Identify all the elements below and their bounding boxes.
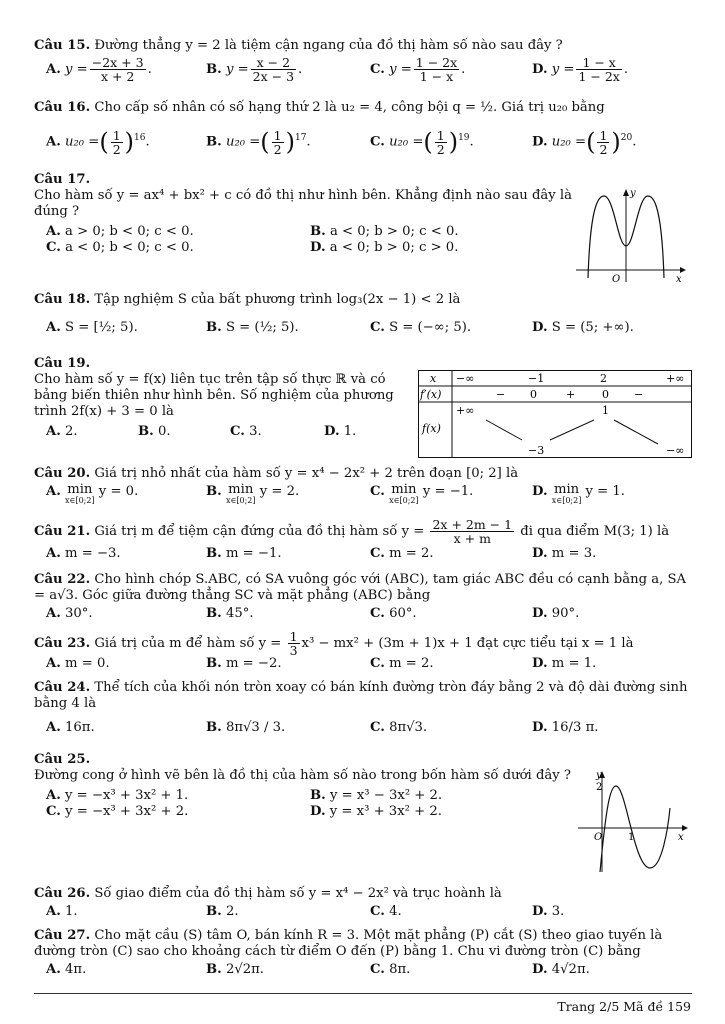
svg-text:f′(x): f′(x) [420, 388, 442, 401]
question-15 [34, 38, 692, 54]
q24-option-d[interactable]: D. 16/3 π. [532, 720, 599, 735]
question-text: Đường thẳng y = 2 là tiệm cận ngang của đồ thị hàm số nào sau đây ? [94, 38, 563, 53]
q16-option-c[interactable]: C. u₂₀ =( $\frac{1}{2}$ )$^{19}$. [370, 127, 474, 157]
q27-option-c[interactable]: C. 8π. [370, 962, 411, 977]
q22-option-a[interactable]: A. 30°. [46, 606, 93, 621]
question-23: Câu 23. Giá trị của m để hàm số y = $\frac{1}{3}$ x³ − mx² + (3m + 1)x + 1 đạt cực tiểu tại x = 1 là [34, 629, 634, 658]
q21-option-a[interactable]: A. m = −3. [46, 546, 121, 561]
question-17: Câu 17. Cho hàm số y = ax⁴ + bx² + c có đồ thị như hình bên. Khẳng định nào sau đây là đúng ? [34, 172, 572, 219]
q18-option-d[interactable]: D. S = (5; +∞). [532, 320, 634, 335]
q19-option-d[interactable]: D. 1. [324, 424, 357, 439]
q27-option-d[interactable]: D. 4√2π. [532, 962, 590, 977]
question-18: Câu 18. Tập nghiệm S của bất phương trình log₃(2x − 1) < 2 là [34, 292, 461, 307]
q18-options [34, 320, 692, 344]
svg-text:−: − [634, 388, 644, 401]
q18-option-a[interactable]: A. S = [½; 5). [46, 320, 138, 335]
q26-option-b[interactable]: B. 2. [206, 904, 239, 919]
q23-option-c[interactable]: C. m = 2. [370, 656, 434, 671]
q21-option-b[interactable]: B. m = −1. [206, 546, 282, 561]
q25-graph [578, 768, 690, 872]
q15-option-a[interactable]: A. y = $\frac{-2x + 3}{x + 2}$ . [46, 55, 152, 84]
question-25: Câu 25. Đường cong ở hình vẽ bên là đồ thị của hàm số nào trong bốn hàm số dưới đây ? [34, 752, 571, 783]
q24-options [34, 720, 692, 744]
q26-option-d[interactable]: D. 3. [532, 904, 565, 919]
q27-options [34, 962, 692, 986]
q26-options [34, 904, 692, 928]
svg-text:1: 1 [602, 404, 609, 417]
svg-text:f(x): f(x) [422, 422, 441, 435]
q21-option-c[interactable]: C. m = 2. [370, 546, 434, 561]
q23-option-a[interactable]: A. m = 0. [46, 656, 110, 671]
q24-option-c[interactable]: C. 8π√3. [370, 720, 428, 735]
question-22: Câu 22. Cho hình chóp S.ABC, có SA vuông góc với (ABC), tam giác ABC đều có cạnh bằng a, SA = a√3. Góc giữa đường thẳng SC và mặt phẳng (ABC) bằng [34, 572, 687, 603]
q26-option-a[interactable]: A. 1. [46, 904, 78, 919]
q15-option-d[interactable]: D. y = $\frac{1 - x}{1 - 2x}$ . [532, 55, 629, 84]
q19-option-c[interactable]: C. 3. [230, 424, 262, 439]
q27-option-a[interactable]: A. 4π. [46, 962, 87, 977]
question-24: Câu 24. Thể tích của khối nón tròn xoay có bán kính đường tròn đáy bằng 2 và độ dài đường sinh bằng 4 là [34, 680, 688, 711]
q16-option-a[interactable]: A. u₂₀ =( $\frac{1}{2}$ )$^{16}$. [46, 127, 150, 157]
question-label: Câu 15. [34, 38, 91, 53]
svg-text:0: 0 [602, 388, 609, 401]
q27-option-b[interactable]: B. 2√2π. [206, 962, 264, 977]
svg-text:−∞: −∞ [666, 444, 685, 457]
svg-text:+∞: +∞ [456, 404, 475, 417]
svg-text:2: 2 [600, 372, 607, 385]
q16-option-b[interactable]: B. u₂₀ =( $\frac{1}{2}$ )$^{17}$. [206, 127, 311, 157]
question-21: Câu 21. Giá trị m để tiệm cận đứng của đồ thị hàm số y = $\frac{2x + 2m - 1}{x + m}$ đi qua điểm M(3; 1) là [34, 517, 670, 546]
q23-options [34, 656, 692, 680]
q15-option-c[interactable]: C. y = $\frac{1 - 2x}{1 - x}$ . [370, 55, 466, 84]
y-axis-label: y [630, 188, 636, 199]
svg-text:x: x [678, 832, 684, 843]
question-20: Câu 20. Giá trị nhỏ nhất của hàm số y = x⁴ − 2x² + 2 trên đoạn [0; 2] là [34, 466, 519, 481]
q25-option-d[interactable]: D. y = x³ + 3x² + 2. [310, 804, 442, 819]
q17-graph [576, 186, 686, 284]
q21-options [34, 546, 692, 570]
svg-text:+∞: +∞ [666, 372, 685, 385]
q18-option-b[interactable]: B. S = (½; 5). [206, 320, 299, 335]
q20-options [34, 484, 692, 508]
q22-option-c[interactable]: C. 60°. [370, 606, 417, 621]
q21-option-d[interactable]: D. m = 3. [532, 546, 597, 561]
q15-option-b[interactable]: B. y = $\frac{x - 2}{2x - 3}$ . [206, 55, 303, 84]
svg-text:0: 0 [530, 388, 537, 401]
footer-divider [34, 993, 692, 994]
q19-variation-table [418, 370, 692, 458]
q17-option-b[interactable]: B. a < 0; b > 0; c < 0. [310, 224, 459, 239]
q24-option-b[interactable]: B. 8π√3 / 3. [206, 720, 286, 735]
q20-option-c[interactable]: C. min x∈[0;2] y = −1. [370, 482, 474, 505]
q22-options [34, 606, 692, 630]
svg-text:−3: −3 [528, 444, 545, 457]
q19-option-a[interactable]: A. 2. [46, 424, 78, 439]
q25-option-c[interactable]: C. y = −x³ + 3x² + 2. [46, 804, 189, 819]
svg-text:−: − [496, 388, 506, 401]
question-27: Câu 27. Cho mặt cầu (S) tâm O, bán kính R = 3. Một mặt phẳng (P) cắt (S) theo giao tuyến là đường tròn (C) sao cho khoảng cách từ điểm O đến (P) bằng 1. Chu vi đường tròn (C) bằng [34, 928, 663, 959]
q22-option-b[interactable]: B. 45°. [206, 606, 254, 621]
svg-text:x: x [430, 372, 437, 385]
svg-text:O: O [594, 832, 603, 843]
q26-option-c[interactable]: C. 4. [370, 904, 402, 919]
page-footer: Trang 2/5 Mã đề 159 [557, 999, 691, 1014]
question-16: Câu 16. Cho cấp số nhân có số hạng thứ 2 là u₂ = 4, công bội q = ½. Giá trị u₂₀ bằng [34, 100, 605, 115]
question-19: Câu 19. Cho hàm số y = f(x) liên tục trên tập số thực ℝ và có bảng biến thiên như hình bên. Số nghiệm của phương trình 2f(x) + 3 = 0 là [34, 356, 394, 419]
q22-option-d[interactable]: D. 90°. [532, 606, 580, 621]
q20-option-a[interactable]: A. min x∈[0;2] y = 0. [46, 482, 139, 505]
svg-text:1: 1 [628, 832, 635, 843]
origin-label: O [612, 274, 621, 284]
q17-option-a[interactable]: A. a > 0; b < 0; c < 0. [46, 224, 194, 239]
q23-option-d[interactable]: D. m = 1. [532, 656, 597, 671]
q15-options [34, 56, 692, 86]
svg-text:−1: −1 [528, 372, 545, 385]
q20-option-d[interactable]: D. min x∈[0;2] y = 1. [532, 482, 625, 505]
q25-option-a[interactable]: A. y = −x³ + 3x² + 1. [46, 788, 189, 803]
q25-option-b[interactable]: B. y = x³ − 3x² + 2. [310, 788, 443, 803]
q17-option-d[interactable]: D. a < 0; b > 0; c > 0. [310, 240, 459, 255]
q18-option-c[interactable]: C. S = (−∞; 5). [370, 320, 472, 335]
q17-option-c[interactable]: C. a < 0; b < 0; c < 0. [46, 240, 194, 255]
q20-option-b[interactable]: B. min x∈[0;2] y = 2. [206, 482, 300, 505]
svg-text:−∞: −∞ [456, 372, 475, 385]
svg-text:+: + [566, 388, 576, 401]
q16-option-d[interactable]: D. u₂₀ =( $\frac{1}{2}$ )$^{20}$. [532, 127, 637, 157]
q24-option-a[interactable]: A. 16π. [46, 720, 95, 735]
x-axis-label: x [676, 274, 682, 284]
q16-options [34, 128, 692, 162]
question-26: Câu 26. Số giao điểm của đồ thị hàm số y = x⁴ − 2x² và trục hoành là [34, 886, 502, 901]
q23-option-b[interactable]: B. m = −2. [206, 656, 282, 671]
svg-text:2: 2 [596, 782, 603, 793]
q19-option-b[interactable]: B. 0. [138, 424, 171, 439]
svg-text:y: y [596, 770, 602, 781]
